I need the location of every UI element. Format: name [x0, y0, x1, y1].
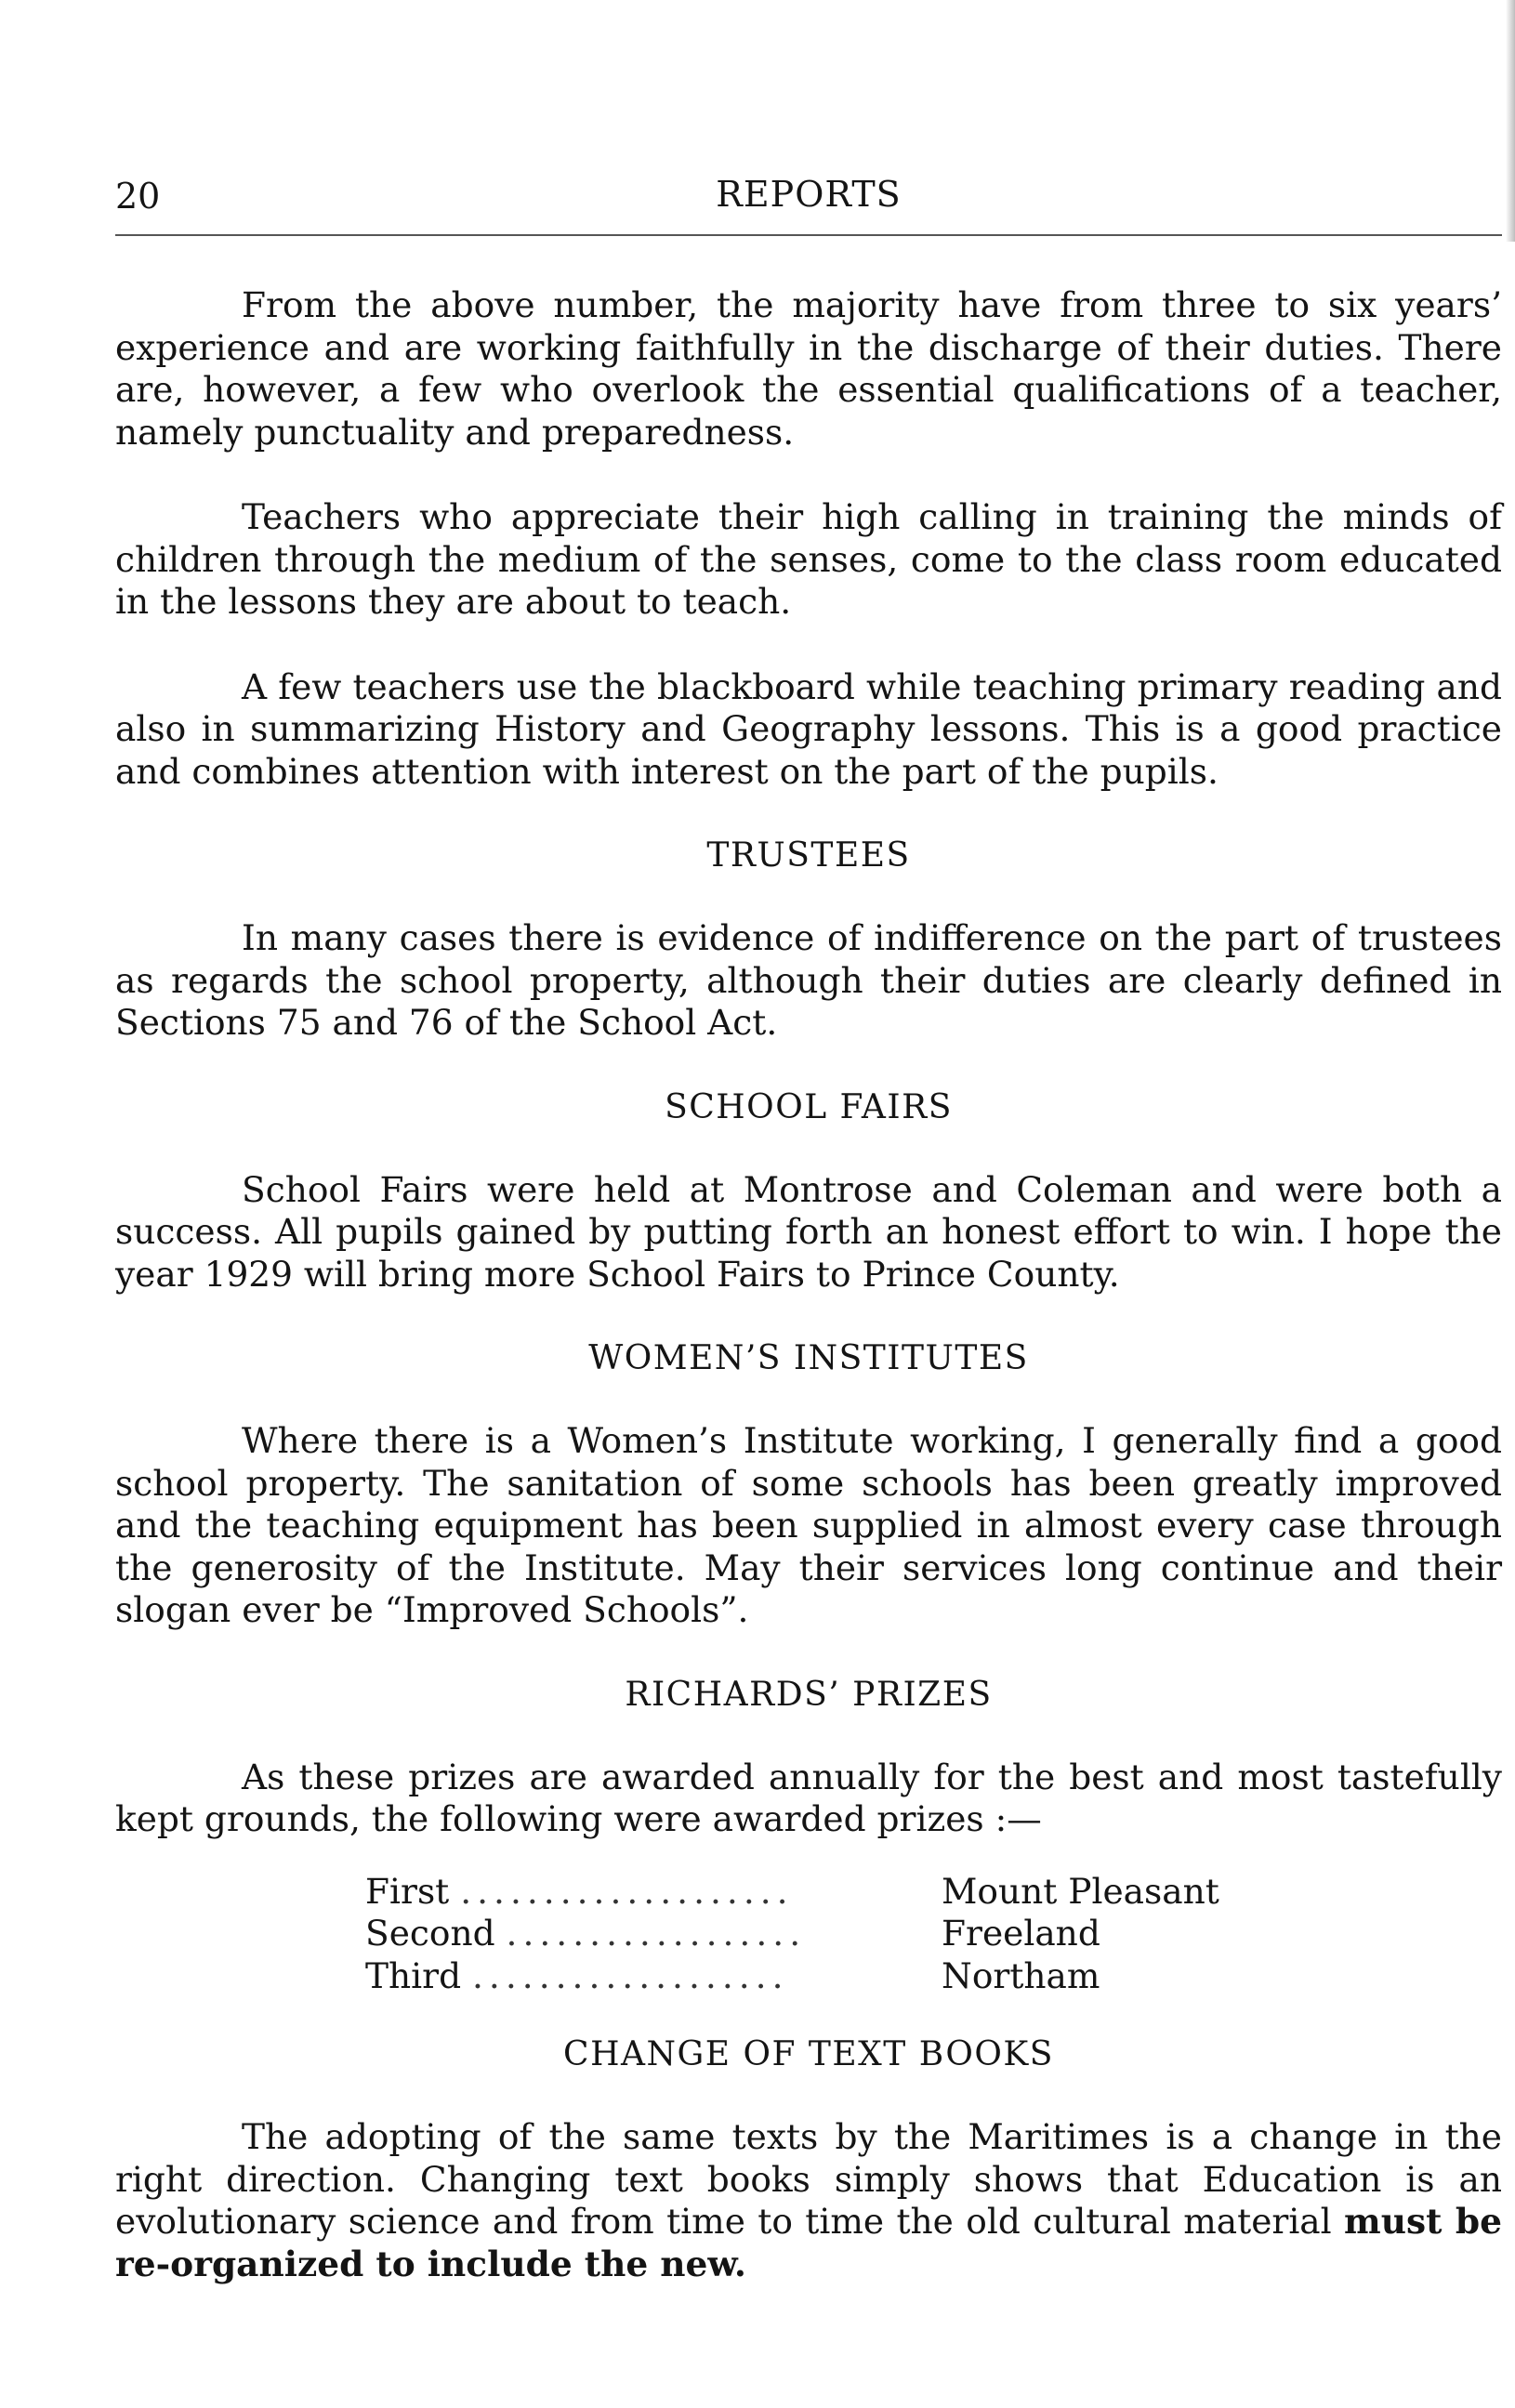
running-head — [115, 167, 1502, 225]
header-rule — [115, 234, 1502, 236]
prize-place: Third — [365, 1954, 462, 1996]
leader-dots: .................... — [460, 1870, 794, 1912]
prize-list — [365, 1871, 1219, 1998]
paragraph-blackboard: A few teachers use the blackboard while teaching primary reading and also in summarizing History and Geography lessons. This is a good practice and combines attention with interest on the part of the pupils. — [115, 665, 1502, 792]
report-page — [115, 167, 1502, 2328]
text-books-sentence: The adopting of the same texts by the Maritimes is a change in the right direction. Changing text books simply shows that Education is an evolutionary science and from time to time the old cultural material — [115, 2116, 1502, 2242]
prize-winner: Northam — [942, 1954, 1100, 1996]
heading-womens-institutes: WOMEN’S INSTITUTES — [588, 1339, 1029, 1377]
paragraph-trustees: In many cases there is evidence of indifference on the part of trustees as regards the school property, although their duties are clearly defined in Sections 75 and 76 of the School Act. — [115, 917, 1502, 1043]
paragraph-school-fairs: School Fairs were held at Montrose and Coleman and were both a success. All pupils gained by putting forth an honest effort to win. I hope the year 1929 will bring more School Fairs to Prince County. — [115, 1168, 1502, 1295]
leader-dots: ................... — [472, 1954, 789, 1996]
heading-richards-prizes: RICHARDS’ PRIZES — [625, 1675, 993, 1714]
paragraph-teacher-calling: Teachers who appreciate their high calling in training the minds of children through the medium of the senses, come to the class room educated in the lessons they are about to teach. — [115, 496, 1502, 622]
running-title: REPORTS — [716, 174, 902, 215]
prize-place-cell — [365, 1913, 942, 1955]
prize-row — [365, 1913, 1219, 1955]
prize-place-cell — [365, 1955, 942, 1998]
body-text — [115, 284, 1502, 2285]
paragraph-text-books — [115, 2116, 1502, 2285]
prize-place: First — [365, 1870, 450, 1912]
prize-place: Second — [365, 1913, 495, 1954]
prize-winner: Mount Pleasant — [942, 1870, 1219, 1912]
heading-text-books: CHANGE OF TEXT BOOKS — [563, 2035, 1054, 2073]
prize-winner: Freeland — [942, 1913, 1100, 1954]
page-edge-shadow — [1506, 0, 1515, 242]
text-books-closing: must be re-organized to include the new. — [115, 2201, 1502, 2284]
prize-row — [365, 1871, 1219, 1914]
prize-place-cell — [365, 1871, 942, 1914]
paragraph-richards-prizes: As these prizes are awarded annually for the best and most tastefully kept grounds, the following were awarded prizes :— — [115, 1756, 1502, 1839]
heading-school-fairs: SCHOOL FAIRS — [665, 1087, 953, 1126]
paragraph-teacher-experience: From the above number, the majority have from three to six years’ experience and are working faithfully in the discharge of their duties. There are, however, a few who overlook the essential qualifications of a teacher, namely punctuality and preparedness. — [115, 284, 1502, 453]
prize-row — [365, 1955, 1219, 1998]
paragraph-womens-institutes: Where there is a Women’s Institute working, I generally find a good school property. The sanitation of some schools has been greatly improved and the teaching equipment has been supplied in almost every case through the generosity of the Institute. May their services long continue and their slogan ever be “Improved Schools”. — [115, 1420, 1502, 1630]
leader-dots: .................. — [506, 1913, 807, 1954]
heading-trustees: TRUSTEES — [706, 836, 911, 875]
page-number: 20 — [115, 176, 161, 217]
